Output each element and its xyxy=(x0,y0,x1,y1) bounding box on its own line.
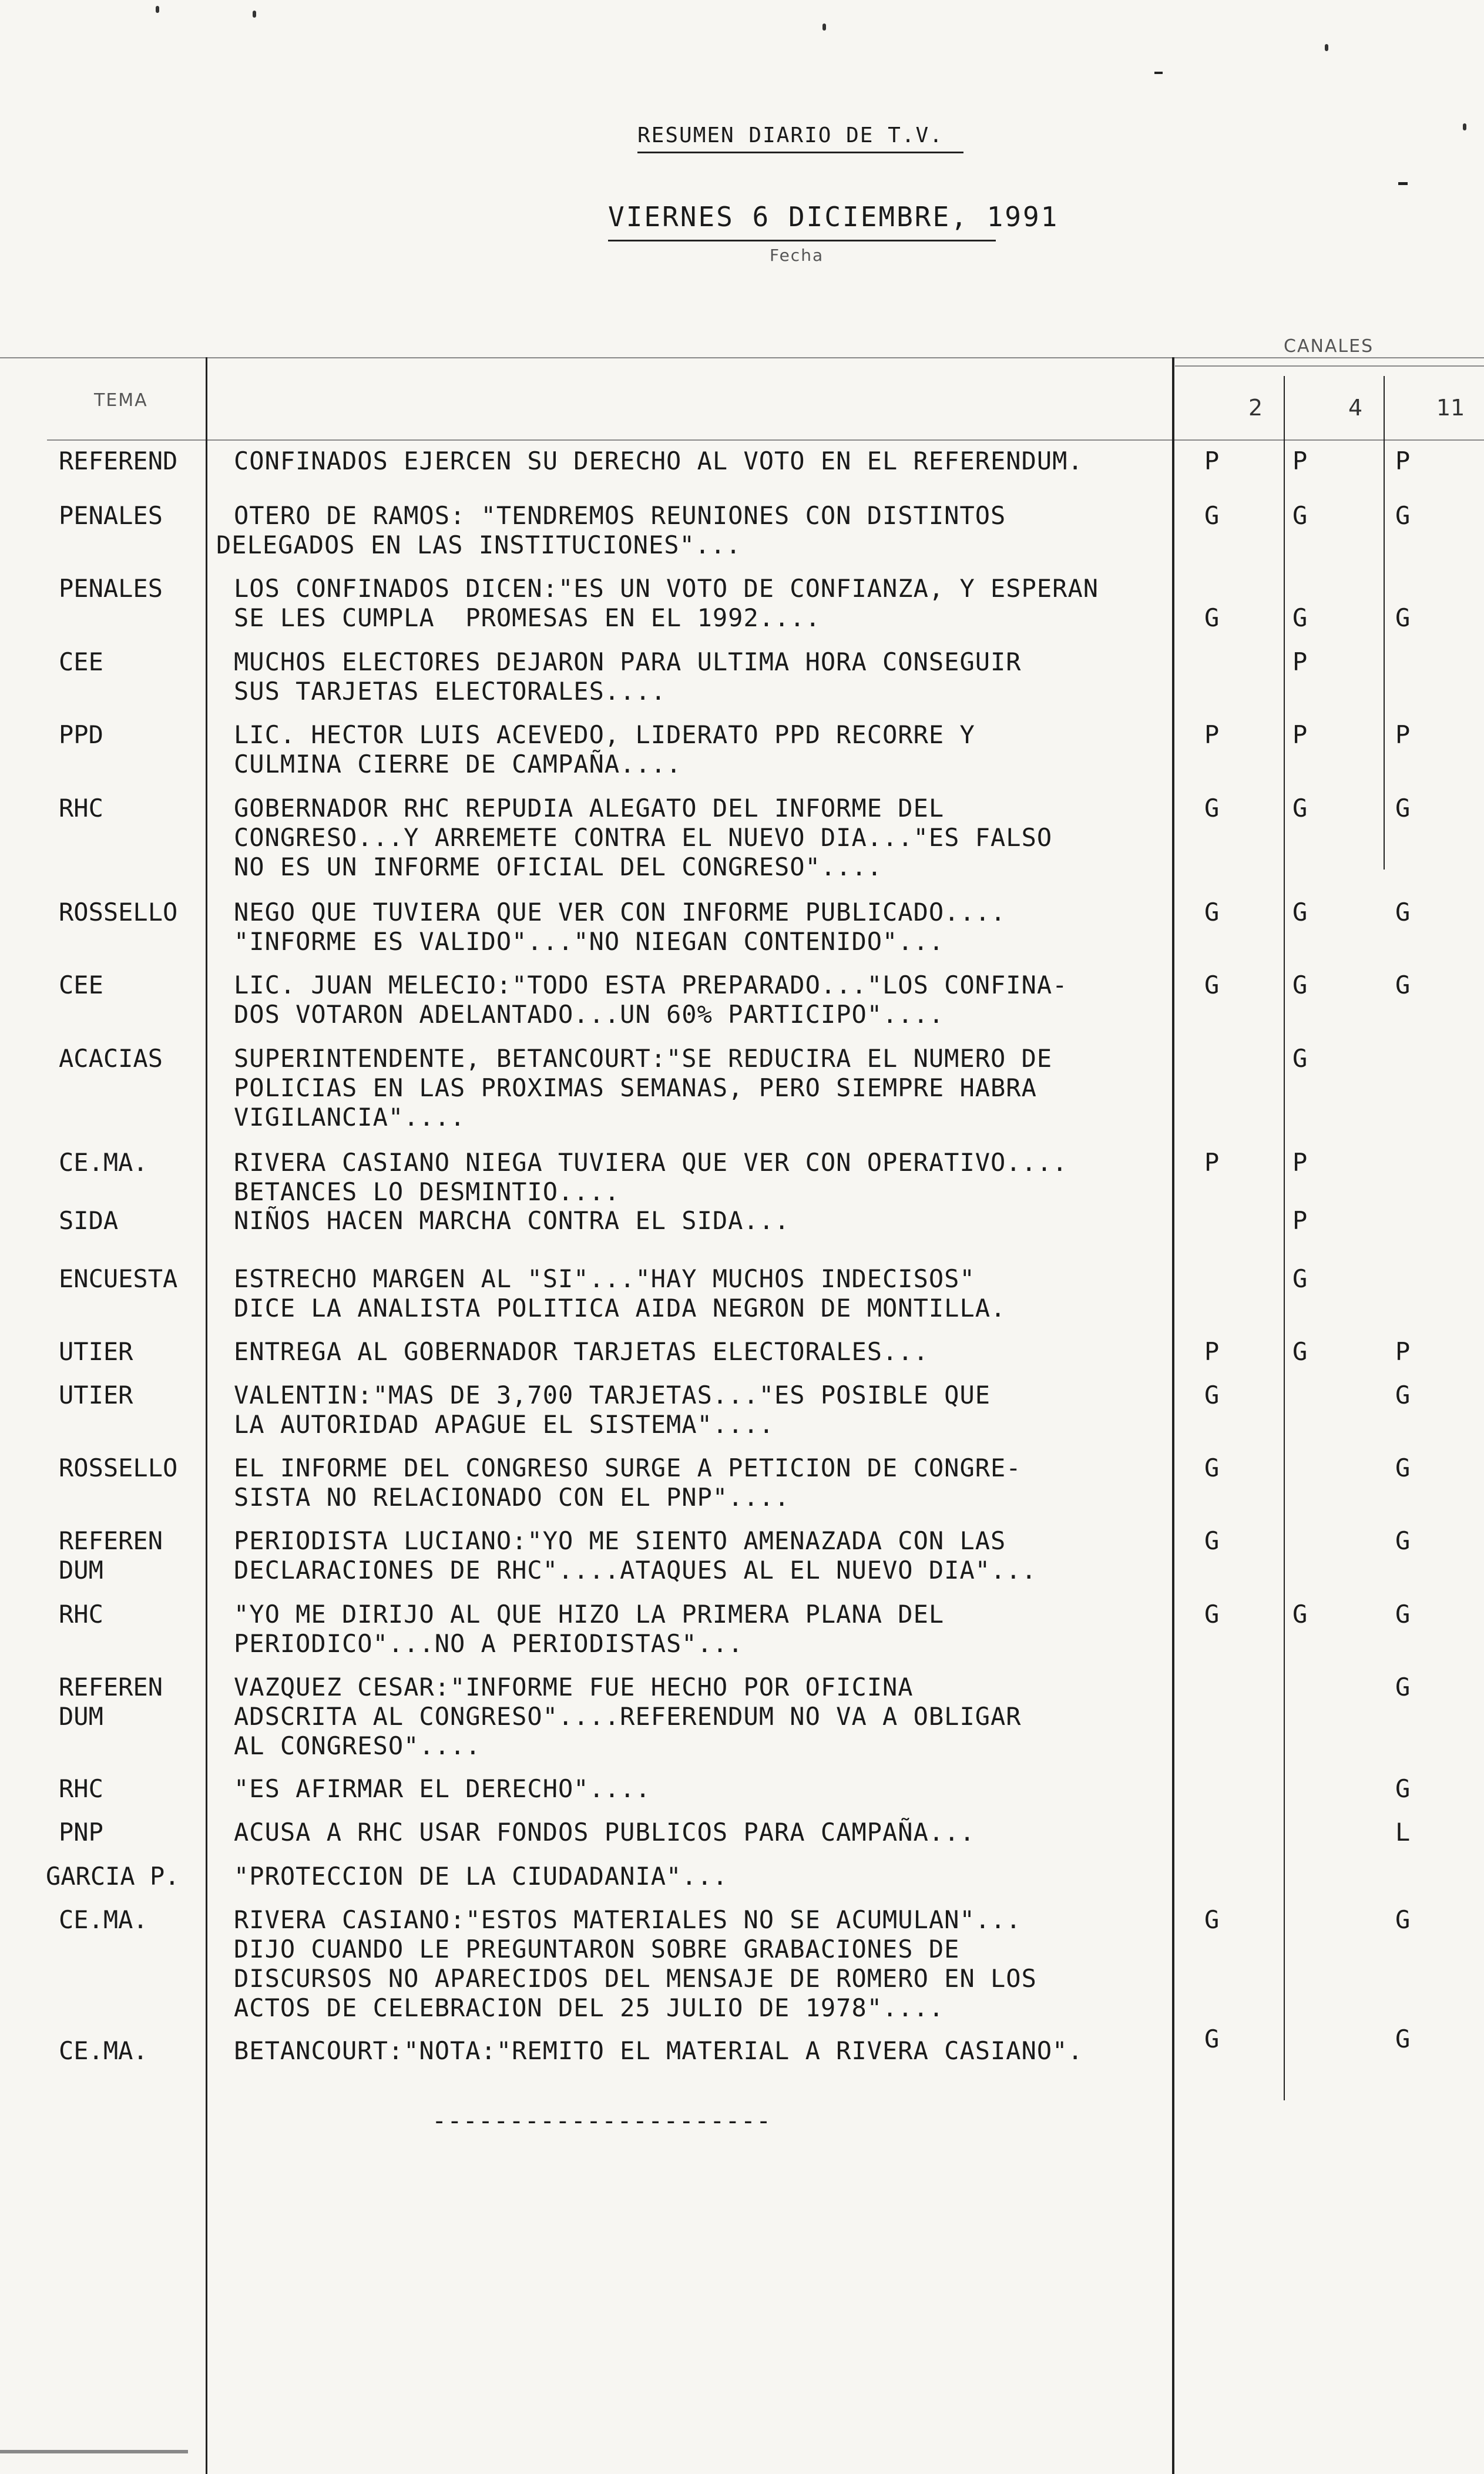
row-description-line: CULMINA CIERRE DE CAMPAÑA.... xyxy=(234,750,682,778)
row-description-line: VAZQUEZ CESAR:"INFORME FUE HECHO POR OFICINA xyxy=(234,1673,914,1701)
channel-mark-2: G xyxy=(1204,501,1220,530)
row-topic: CEE xyxy=(59,647,103,676)
row-description-line: SUPERINTENDENTE, BETANCOURT:"SE REDUCIRA EL NUMERO DE xyxy=(234,1044,1053,1073)
channel-mark-4: G xyxy=(1292,1264,1308,1293)
row-description-line: LA AUTORIDAD APAGUE EL SISTEMA".... xyxy=(234,1410,775,1439)
row-description-line: PERIODICO"...NO A PERIODISTAS"... xyxy=(234,1629,744,1658)
page-title: RESUMEN DIARIO DE T.V. xyxy=(637,123,944,147)
row-description-line: "YO ME DIRIJO AL QUE HIZO LA PRIMERA PLANA DEL xyxy=(234,1600,945,1629)
row-topic: CE.MA. xyxy=(59,2036,148,2065)
channel-mark-2: P xyxy=(1204,1148,1220,1177)
row-topic: CEE xyxy=(59,971,103,999)
channel-mark-2: P xyxy=(1204,720,1220,749)
channel-4-divider xyxy=(1384,376,1385,870)
scan-speck xyxy=(822,24,826,31)
row-topic: PENALES xyxy=(59,574,163,603)
row-description-line: AL CONGRESO".... xyxy=(234,1731,481,1760)
channel-mark-2: G xyxy=(1204,971,1220,999)
row-description-line: NIÑOS HACEN MARCHA CONTRA EL SIDA... xyxy=(234,1206,790,1235)
row-description-line: MUCHOS ELECTORES DEJARON PARA ULTIMA HORA CONSEGUIR xyxy=(234,647,1022,676)
title-underline xyxy=(637,152,963,153)
row-topic: REFEREN DUM xyxy=(59,1673,163,1731)
row-topic: CE.MA. xyxy=(59,1148,148,1177)
channel-mark-4: P xyxy=(1292,720,1308,749)
row-description-line: BETANCES LO DESMINTIO.... xyxy=(234,1177,620,1206)
row-description-line: ACUSA A RHC USAR FONDOS PUBLICOS PARA CAMPAÑA... xyxy=(234,1818,975,1847)
channel-mark-11: G xyxy=(1395,501,1411,530)
channel-mark-2: G xyxy=(1204,898,1220,927)
row-description-line: ENTREGA AL GOBERNADOR TARJETAS ELECTORALES... xyxy=(234,1337,929,1366)
row-topic: ACACIAS xyxy=(59,1044,163,1073)
channel-mark-4: G xyxy=(1292,1044,1308,1073)
channel-2-divider xyxy=(1284,376,1285,2100)
channel-4-header: 4 xyxy=(1348,395,1363,421)
row-description-line: DICE LA ANALISTA POLITICA AIDA NEGRON DE MONTILLA. xyxy=(234,1294,1006,1322)
row-description-line: LIC. HECTOR LUIS ACEVEDO, LIDERATO PPD RECORRE Y xyxy=(234,720,975,749)
scan-mark xyxy=(1398,182,1408,185)
row-description-line: NO ES UN INFORME OFICIAL DEL CONGRESO".... xyxy=(234,852,883,881)
row-description-line: BETANCOURT:"NOTA:"REMITO EL MATERIAL A RIVERA CASIANO". xyxy=(234,2036,1083,2065)
scan-edge xyxy=(0,2450,188,2453)
channel-mark-4: G xyxy=(1292,898,1308,927)
row-topic: PPD xyxy=(59,720,103,749)
row-topic: SIDA xyxy=(59,1206,119,1235)
row-description-line: SISTA NO RELACIONADO CON EL PNP".... xyxy=(234,1483,790,1512)
channel-mark-4: P xyxy=(1292,1206,1308,1235)
channel-mark-4: P xyxy=(1292,1148,1308,1177)
channel-mark-11: G xyxy=(1395,1526,1411,1555)
channel-mark-4: P xyxy=(1292,647,1308,676)
row-topic: REFEREN DUM xyxy=(59,1526,163,1585)
scan-speck xyxy=(1463,123,1466,130)
row-description-line: DECLARACIONES DE RHC"....ATAQUES AL EL NUEVO DIA"... xyxy=(234,1556,1037,1585)
channel-11-header: 11 xyxy=(1436,395,1465,421)
row-description-line: RIVERA CASIANO:"ESTOS MATERIALES NO SE ACUMULAN"... xyxy=(234,1905,1022,1934)
channel-mark-4: G xyxy=(1292,501,1308,530)
channel-mark-2: G xyxy=(1204,1381,1220,1409)
footer-rule: ---------------------- xyxy=(432,2106,772,2135)
row-description-line: GOBERNADOR RHC REPUDIA ALEGATO DEL INFORME DEL xyxy=(234,794,945,823)
row-topic: GARCIA P. xyxy=(46,1862,180,1891)
channel-mark-2: P xyxy=(1204,447,1220,475)
row-description-line: CONGRESO...Y ARREMETE CONTRA EL NUEVO DIA..."ES FALSO xyxy=(234,823,1053,852)
row-topic: ROSSELLO xyxy=(59,898,178,927)
row-description-line: "INFORME ES VALIDO"..."NO NIEGAN CONTENIDO"... xyxy=(234,927,945,956)
topic-column-divider xyxy=(206,357,207,2474)
row-description-line: DOS VOTARON ADELANTADO...UN 60% PARTICIPO".... xyxy=(234,1000,945,1029)
channel-mark-11: G xyxy=(1395,1600,1411,1629)
channel-2-header: 2 xyxy=(1248,395,1263,421)
channel-mark-11: G xyxy=(1395,1381,1411,1409)
row-topic: RHC xyxy=(59,1774,103,1803)
row-description-line: LIC. JUAN MELECIO:"TODO ESTA PREPARADO..."LOS CONFINA- xyxy=(234,971,1068,999)
row-description-line: SUS TARJETAS ELECTORALES.... xyxy=(234,677,667,706)
row-description-line: NEGO QUE TUVIERA QUE VER CON INFORME PUBLICADO.... xyxy=(234,898,1006,927)
scan-speck xyxy=(1325,44,1328,51)
channel-mark-11: G xyxy=(1395,898,1411,927)
row-description-line: EL INFORME DEL CONGRESO SURGE A PETICION DE CONGRE- xyxy=(234,1453,1022,1482)
channel-mark-2: G xyxy=(1204,1453,1220,1482)
row-description-line: "PROTECCION DE LA CIUDADANIA"... xyxy=(234,1862,728,1891)
row-topic: PNP xyxy=(59,1818,103,1847)
channel-mark-2: G xyxy=(1204,1905,1220,1934)
channel-mark-11: G xyxy=(1395,2025,1411,2053)
channel-mark-11: G xyxy=(1395,794,1411,823)
channel-mark-11: G xyxy=(1395,603,1411,632)
row-topic: PENALES xyxy=(59,501,163,530)
row-description-line: "ES AFIRMAR EL DERECHO".... xyxy=(234,1774,651,1803)
channel-mark-4: G xyxy=(1292,794,1308,823)
scan-speck xyxy=(253,11,256,18)
row-topic: UTIER xyxy=(59,1337,133,1366)
row-topic: CE.MA. xyxy=(59,1905,148,1934)
row-description-line: ACTOS DE CELEBRACION DEL 25 JULIO DE 1978".... xyxy=(234,1993,945,2022)
date-caption: Fecha xyxy=(770,246,824,265)
row-topic: ENCUESTA xyxy=(59,1264,178,1293)
channel-mark-11: G xyxy=(1395,1905,1411,1934)
row-description-line: VALENTIN:"MAS DE 3,700 TARJETAS..."ES POSIBLE QUE xyxy=(234,1381,991,1409)
channel-mark-4: G xyxy=(1292,971,1308,999)
scan-speck xyxy=(156,6,159,13)
channel-mark-2: P xyxy=(1204,1337,1220,1366)
channel-mark-11: P xyxy=(1395,447,1411,475)
row-description-line: OTERO DE RAMOS: "TENDREMOS REUNIONES CON DISTINTOS xyxy=(234,501,1006,530)
channel-mark-11: L xyxy=(1395,1818,1411,1847)
row-topic: UTIER xyxy=(59,1381,133,1409)
scan-mark xyxy=(1154,72,1163,74)
row-topic: RHC xyxy=(59,794,103,823)
channel-mark-11: P xyxy=(1395,1337,1411,1366)
row-description-line: CONFINADOS EJERCEN SU DERECHO AL VOTO EN EL REFERENDUM. xyxy=(234,447,1083,475)
channel-mark-2: G xyxy=(1204,1526,1220,1555)
row-description-line: DISCURSOS NO APARECIDOS DEL MENSAJE DE ROMERO EN LOS xyxy=(234,1964,1037,1993)
row-description-line: ADSCRITA AL CONGRESO"....REFERENDUM NO VA A OBLIGAR xyxy=(234,1702,1022,1731)
channel-mark-11: P xyxy=(1395,720,1411,749)
row-topic: REFEREND xyxy=(59,447,178,475)
table-top-rule xyxy=(0,357,1484,358)
channel-mark-2: G xyxy=(1204,603,1220,632)
channel-mark-11: G xyxy=(1395,1774,1411,1803)
channel-mark-4: G xyxy=(1292,1600,1308,1629)
channel-mark-2: G xyxy=(1204,1600,1220,1629)
channel-mark-2: G xyxy=(1204,2025,1220,2053)
row-topic: ROSSELLO xyxy=(59,1453,178,1482)
row-description-line: PERIODISTA LUCIANO:"YO ME SIENTO AMENAZADA CON LAS xyxy=(234,1526,1006,1555)
date-underline xyxy=(608,240,996,241)
row-description-line: LOS CONFINADOS DICEN:"ES UN VOTO DE CONFIANZA, Y ESPERAN xyxy=(234,574,1099,603)
channels-rule xyxy=(1175,365,1484,367)
row-description-line: DIJO CUANDO LE PREGUNTARON SOBRE GRABACIONES DE xyxy=(234,1935,960,1963)
row-description-line: ESTRECHO MARGEN AL "SI"..."HAY MUCHOS INDECISOS" xyxy=(234,1264,975,1293)
channel-mark-11: G xyxy=(1395,1673,1411,1701)
row-description-line: POLICIAS EN LAS PROXIMAS SEMANAS, PERO SIEMPRE HABRA xyxy=(234,1073,1037,1102)
channel-mark-11: G xyxy=(1395,1453,1411,1482)
channels-header: CANALES xyxy=(1284,336,1374,357)
row-description-line: DELEGADOS EN LAS INSTITUCIONES"... xyxy=(216,531,741,559)
channel-mark-4: P xyxy=(1292,447,1308,475)
channel-mark-4: G xyxy=(1292,1337,1308,1366)
channel-mark-11: G xyxy=(1395,971,1411,999)
row-topic: RHC xyxy=(59,1600,103,1629)
channel-mark-4: G xyxy=(1292,603,1308,632)
channel-mark-2: G xyxy=(1204,794,1220,823)
table-header-rule xyxy=(47,439,1484,441)
report-date: VIERNES 6 DICIEMBRE, 1991 xyxy=(608,201,1059,233)
row-description-line: SE LES CUMPLA PROMESAS EN EL 1992.... xyxy=(234,603,821,632)
row-description-line: RIVERA CASIANO NIEGA TUVIERA QUE VER CON OPERATIVO.... xyxy=(234,1148,1068,1177)
channel-column-divider xyxy=(1172,357,1174,2474)
topic-header: TEMA xyxy=(94,390,148,411)
row-description-line: VIGILANCIA".... xyxy=(234,1103,466,1132)
